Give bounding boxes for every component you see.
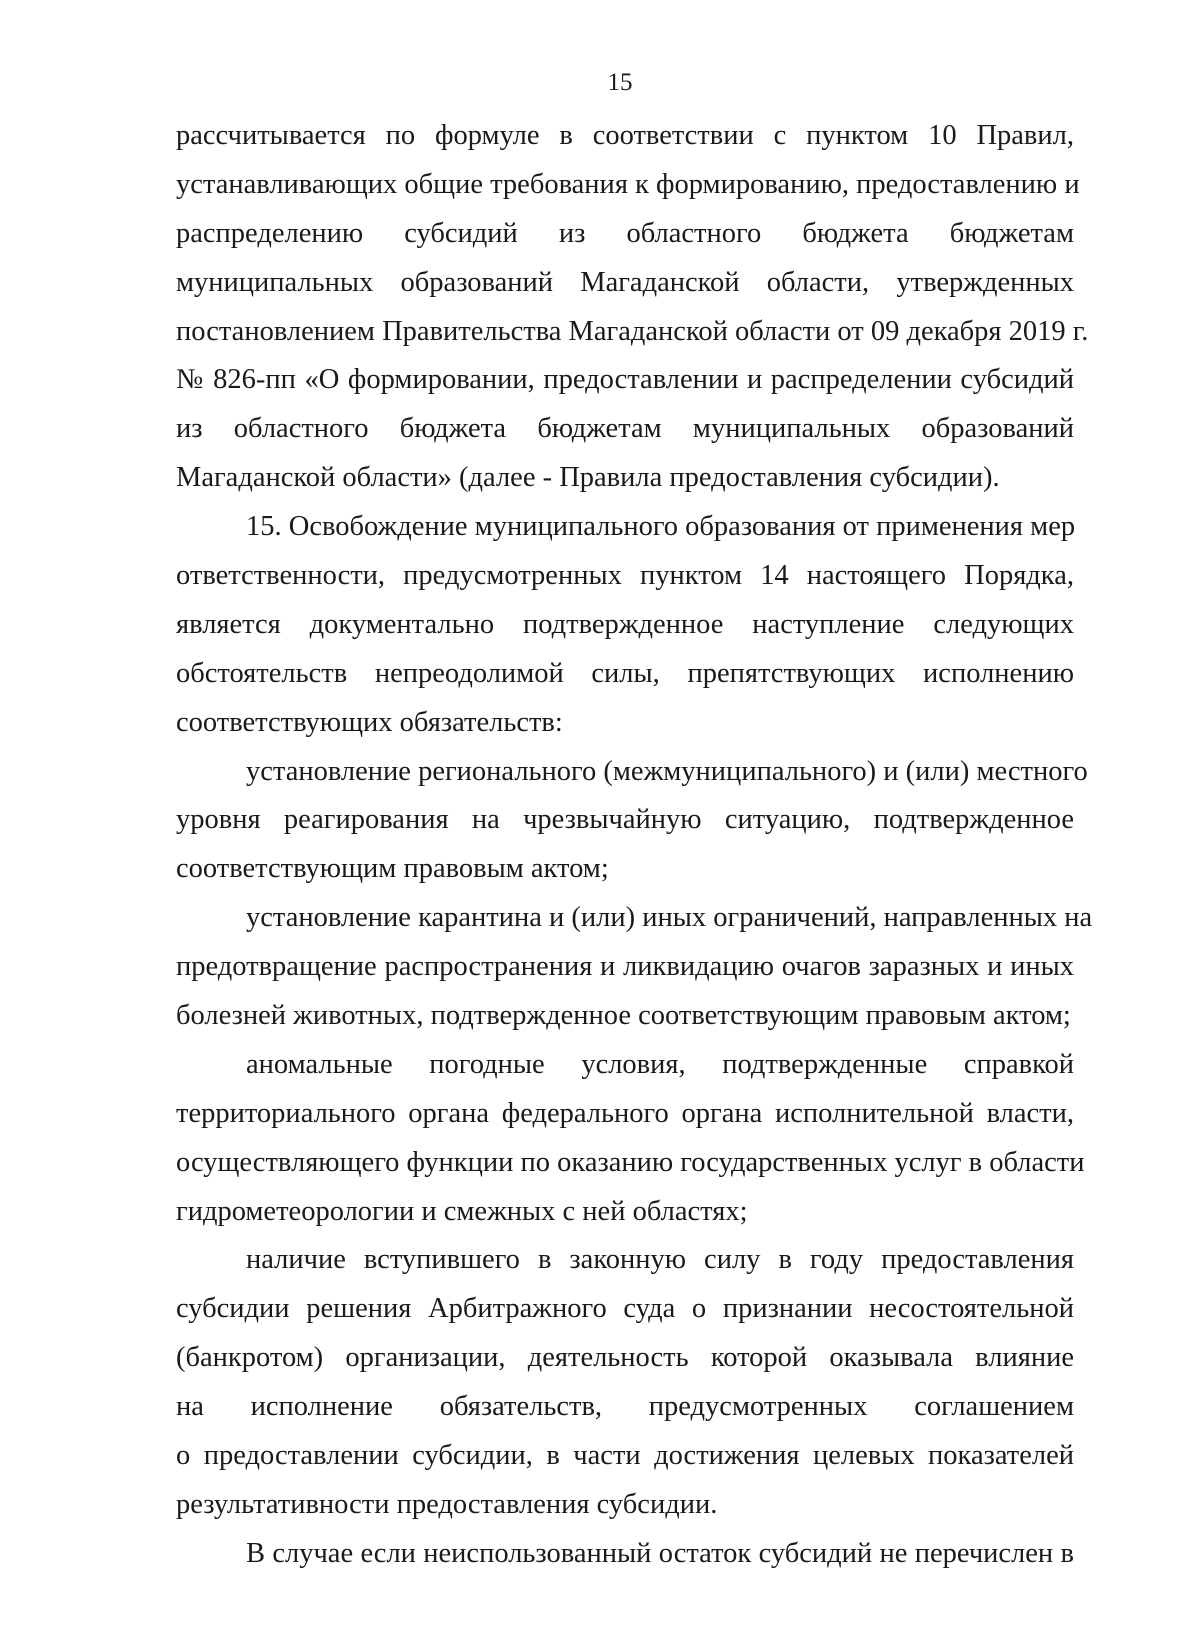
text-line: муниципальных образований Магаданской области, утвержденных: [176, 266, 1074, 298]
text-line: установление регионального (межмуниципального) и (или) местного: [246, 755, 1088, 787]
text-line: распределению субсидий из областного бюджета бюджетам: [176, 217, 1074, 249]
text-line: соответствующих обязательств:: [176, 706, 563, 738]
text-line: установление карантина и (или) иных ограничений, направленных на: [246, 902, 1093, 934]
text-line: ответственности, предусмотренных пунктом 14 настоящего Порядка,: [176, 560, 1074, 592]
text-line: о предоставлении субсидии, в части достижения целевых показателей: [176, 1440, 1074, 1472]
text-line: № 826-пп «О формировании, предоставлении и распределении субсидий: [176, 364, 1074, 396]
text-line: результативности предоставления субсидии.: [176, 1488, 718, 1520]
text-line: постановлением Правительства Магаданской области от 09 декабря 2019 г.: [176, 315, 1089, 347]
text-line: обстоятельств непреодолимой силы, препятствующих исполнению: [176, 657, 1074, 689]
document-body: [176, 112, 1093, 1579]
paragraph: [176, 748, 1088, 895]
text-line: рассчитывается по формуле в соответствии с пунктом 10 Правил,: [176, 120, 1074, 151]
text-line: из областного бюджета бюджетам муниципальных образований: [176, 413, 1074, 445]
text-line: В случае если неиспользованный остаток субсидий не перечислен в: [246, 1537, 1074, 1569]
text-line: 15. Освобождение муниципального образования от применения мер: [246, 511, 1076, 543]
paragraph: [176, 503, 1074, 747]
text-line: соответствующим правовым актом;: [176, 853, 609, 885]
paragraph: [176, 894, 1093, 1041]
paragraph: [176, 1236, 1074, 1529]
page-number: 15: [607, 69, 633, 96]
text-line: (банкротом) организации, деятельность которой оказывала влияние: [176, 1342, 1074, 1374]
text-line: предотвращение распространения и ликвидацию очагов заразных и иных: [176, 951, 1074, 983]
paragraph: [176, 1530, 1074, 1579]
text-line: уровня реагирования на чрезвычайную ситуацию, подтвержденное: [176, 804, 1074, 836]
text-line: наличие вступившего в законную силу в году предоставления: [246, 1244, 1074, 1276]
text-line: на исполнение обязательств, предусмотренных соглашением: [176, 1391, 1074, 1423]
text-line: болезней животных, подтвержденное соответствующим правовым актом;: [176, 1000, 1071, 1032]
text-line: устанавливающих общие требования к формированию, предоставлению и: [176, 168, 1080, 200]
paragraph: [176, 112, 1089, 503]
text-line: территориального органа федерального органа исполнительной власти,: [176, 1097, 1074, 1129]
text-line: аномальные погодные условия, подтвержденные справкой: [246, 1048, 1074, 1080]
text-line: осуществляющего функции по оказанию государственных услуг в области: [176, 1146, 1085, 1178]
text-line: гидрометеорологии и смежных с ней областях;: [176, 1195, 748, 1227]
text-line: субсидии решения Арбитражного суда о признании несостоятельной: [176, 1293, 1074, 1325]
text-line: является документально подтвержденное наступление следующих: [176, 608, 1074, 640]
paragraph: [176, 1041, 1085, 1237]
text-line: Магаданской области» (далее - Правила предоставления субсидии).: [176, 462, 1000, 494]
